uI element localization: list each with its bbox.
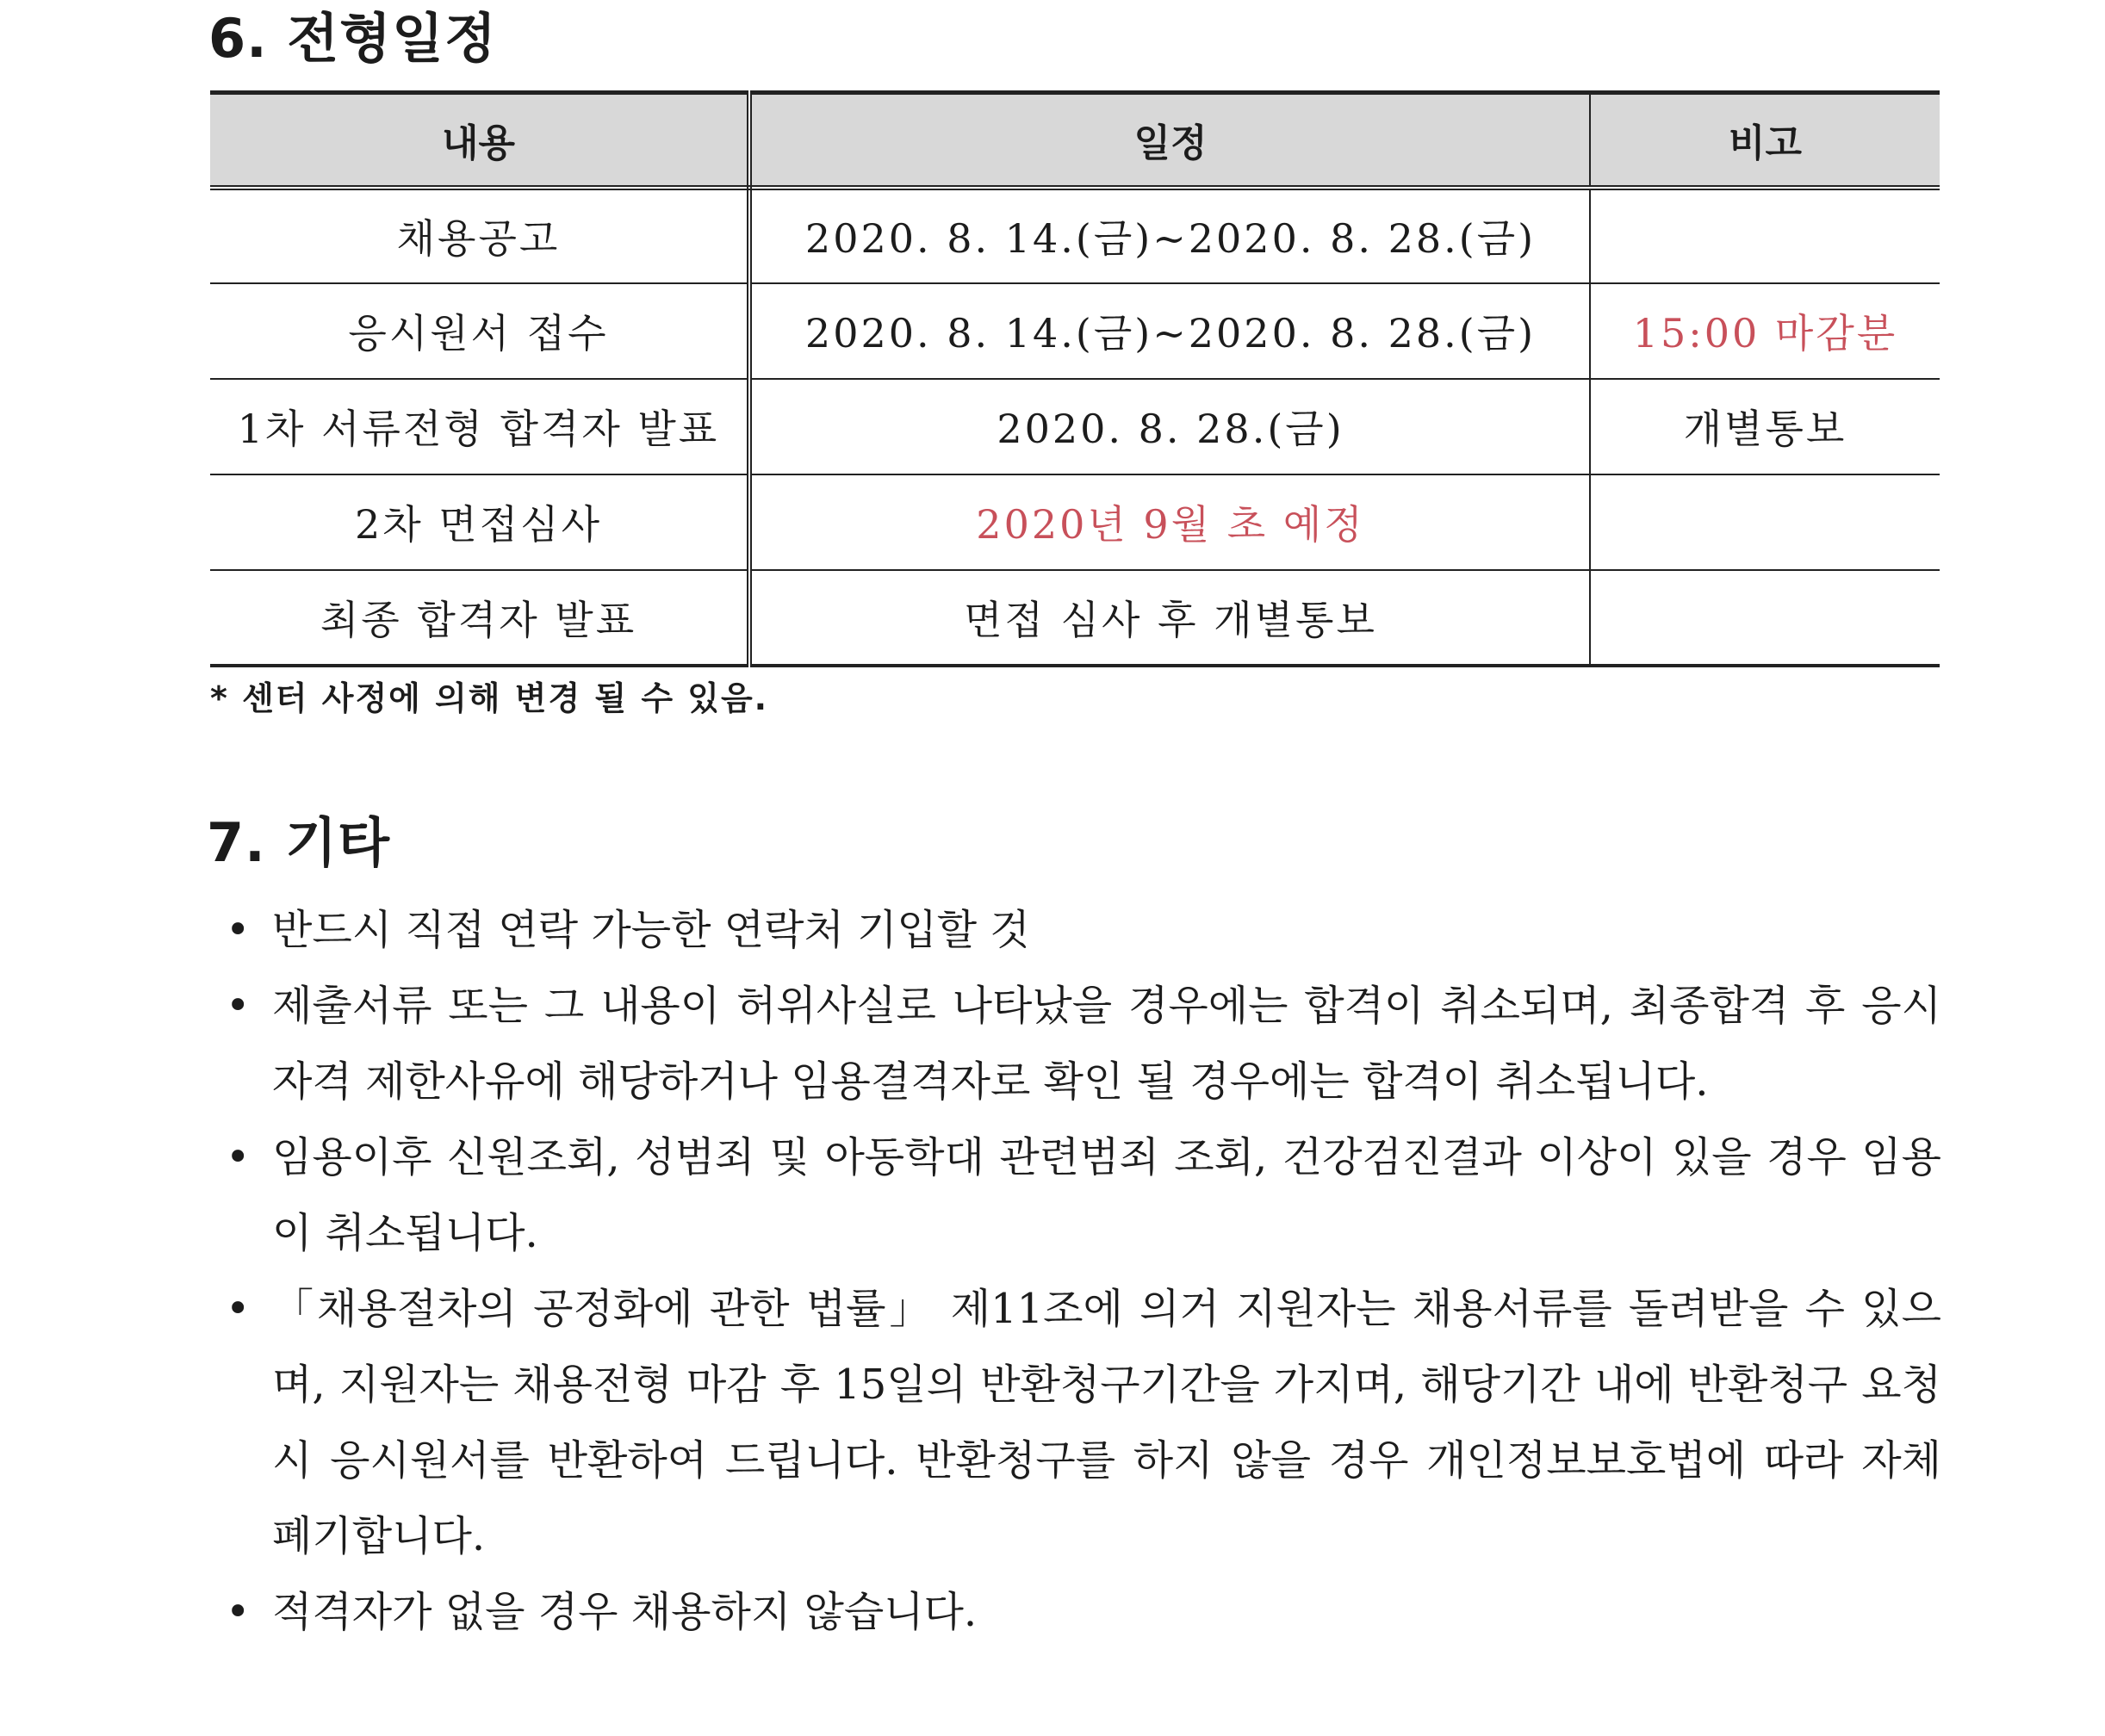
table-row (210, 474, 1940, 570)
row-note: 개별통보 (1590, 379, 1940, 474)
header-remarks: 비고 (1590, 93, 1940, 188)
row-schedule: 면접 심사 후 개별통보 (749, 570, 1590, 666)
list-item (226, 1119, 1941, 1271)
row-schedule-planned: 2020년 9월 초 예정 (749, 474, 1590, 570)
row-item: 2차 면접심사 (210, 474, 749, 570)
row-item: 응시원서 접수 (210, 283, 749, 379)
row-note (1590, 188, 1940, 283)
row-item: 1차 서류전형 합격자 발표 (210, 379, 749, 474)
list-item (226, 892, 1941, 968)
bullet-text: 제출서류 또는 그 내용이 허위사실로 나타났을 경우에는 합격이 취소되며, 최종합격 후 응시자격 제한사유에 해당하거나 임용결격자로 확인 될 경우에는 합격이 취소됩니다. (272, 982, 1941, 1106)
table-row (210, 188, 1940, 283)
bullet-text: 임용이후 신원조회, 성범죄 및 아동학대 관련범죄 조회, 건강검진결과 이상이 있을 경우 임용이 취소됩니다. (272, 1133, 1941, 1257)
table-row (210, 570, 1940, 666)
bullet-text: 「채용절차의 공정화에 관한 법률」 제11조에 의거 지원자는 채용서류를 돌려받을 수 있으며, 지원자는 채용전형 마감 후 15일의 반환청구기간을 가지며, 해당기간 내에 반환청구 요청 시 응시원서를 반환하여 드립니다. 반환청구를 하지 않을 경우 개인정보보호법에 따라 자체 폐기합니다. (272, 1285, 1941, 1560)
bullet-text: 반드시 직접 연락 가능한 연락처 기입할 것 (272, 906, 1030, 954)
row-schedule: 2020. 8. 28.(금) (749, 379, 1590, 474)
list-item (226, 968, 1941, 1119)
row-item: 채용공고 (210, 188, 749, 283)
row-schedule: 2020. 8. 14.(금)~2020. 8. 28.(금) (749, 283, 1590, 379)
schedule-footnote: * 센터 사정에 의해 변경 될 수 있음. (210, 679, 769, 717)
etc-bullet-list (226, 892, 1941, 1650)
list-item (226, 1574, 1941, 1650)
section-7-heading: 7. 기타 (207, 811, 391, 874)
bullet-dot-icon: • (226, 1133, 251, 1181)
bullet-dot-icon: • (226, 1588, 251, 1636)
table-row (210, 283, 1940, 379)
table-row (210, 379, 1940, 474)
header-content: 내용 (210, 93, 749, 188)
section-6-heading: 6. 전형일정 (208, 7, 497, 70)
list-item (226, 1271, 1941, 1574)
bullet-dot-icon: • (226, 906, 251, 954)
row-note (1590, 570, 1940, 666)
bullet-dot-icon: • (226, 982, 251, 1030)
row-note-deadline: 15:00 마감분 (1590, 283, 1940, 379)
row-note (1590, 474, 1940, 570)
header-schedule: 일정 (749, 93, 1590, 188)
row-schedule: 2020. 8. 14.(금)~2020. 8. 28.(금) (749, 188, 1590, 283)
bullet-dot-icon: • (226, 1285, 251, 1333)
table-header-row (210, 93, 1940, 188)
bullet-text: 적격자가 없을 경우 채용하지 않습니다. (272, 1588, 978, 1636)
row-item: 최종 합격자 발표 (210, 570, 749, 666)
schedule-table (210, 90, 1940, 667)
